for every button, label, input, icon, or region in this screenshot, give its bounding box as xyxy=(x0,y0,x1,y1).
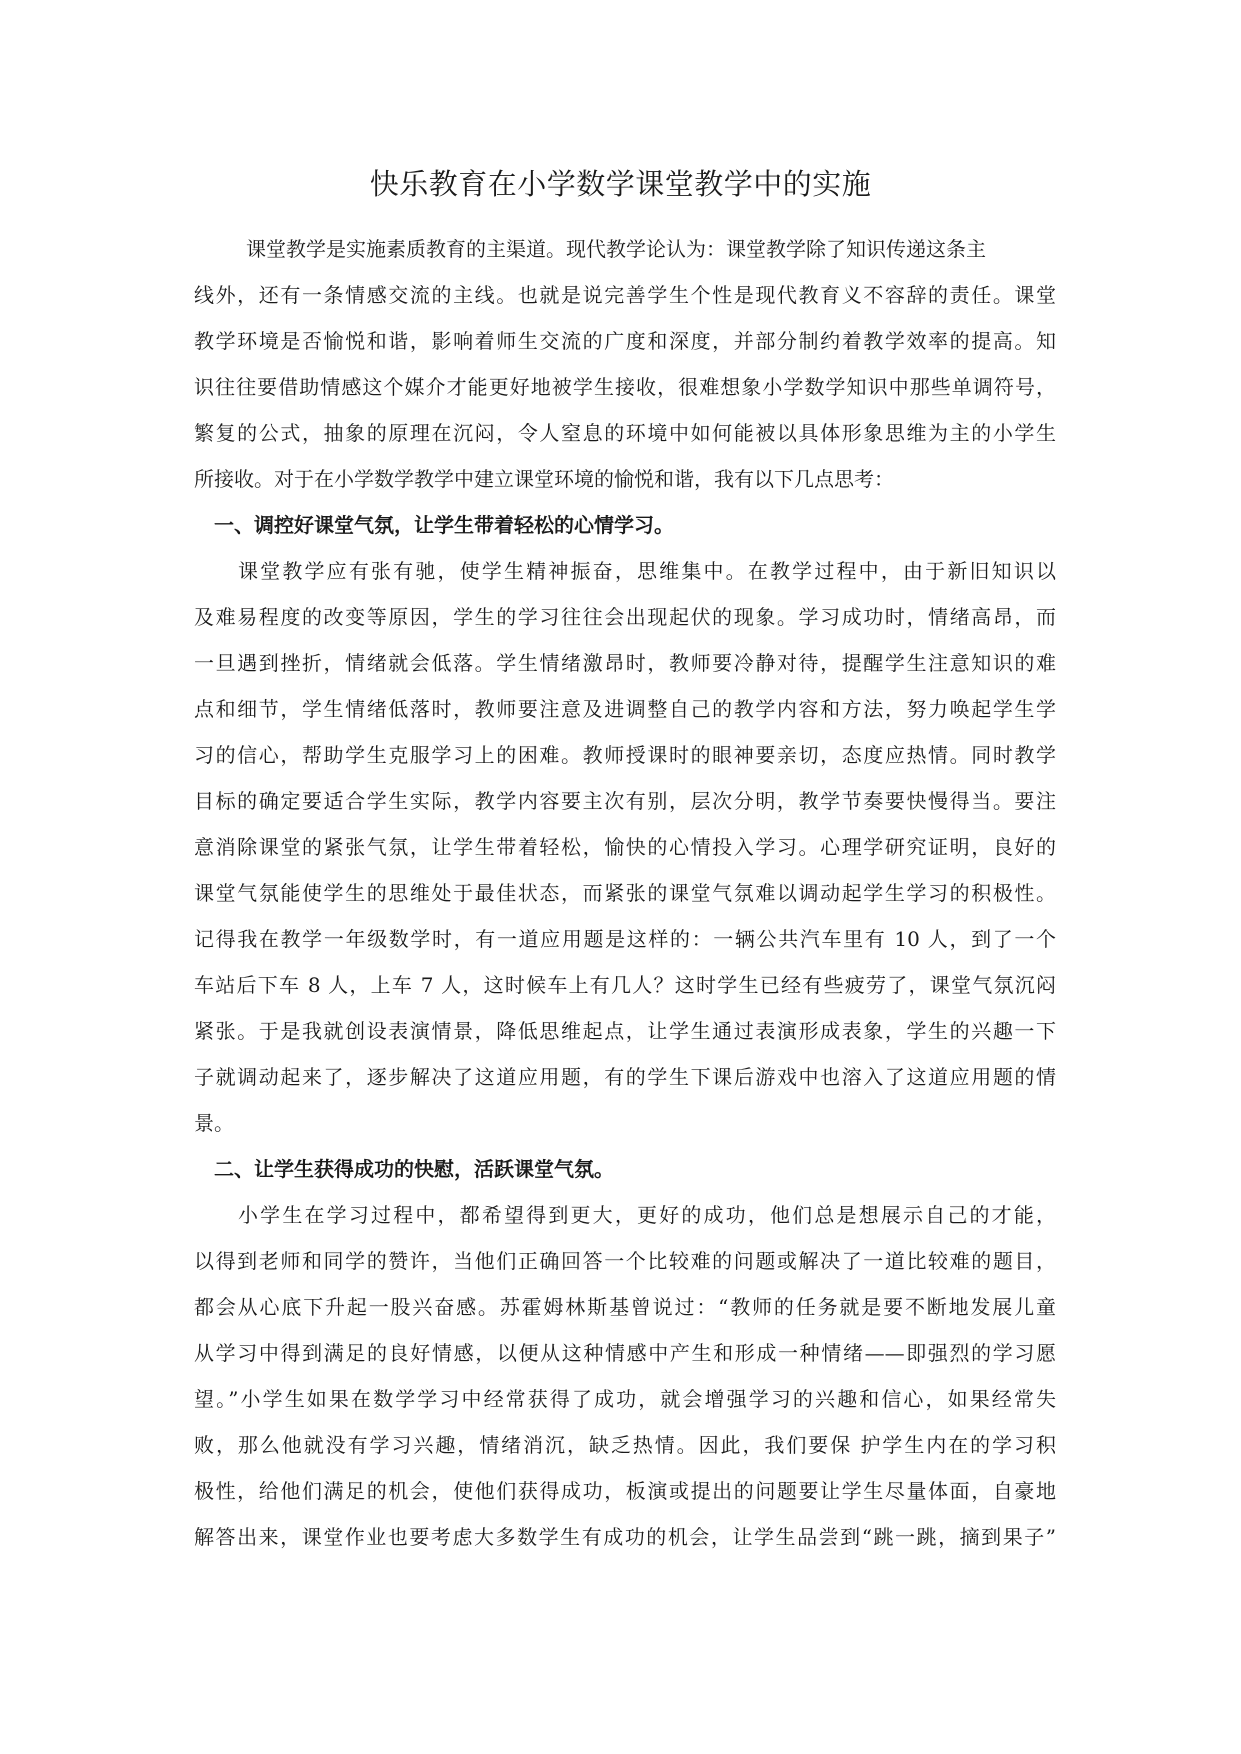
text-line: 败，那么他就没有学习兴趣，情绪消沉，缺乏热情。因此，我们要保 护学生内在的学习积 xyxy=(194,1433,1056,1457)
text-line: 目标的确定要适合学生实际，教学内容要主次有别，层次分明，教学节奏要快慢得当。要注 xyxy=(194,789,1056,813)
text-line: 线外，还有一条情感交流的主线。也就是说完善学生个性是现代教育义不容辞的责任。课堂 xyxy=(194,283,1056,307)
text-line: 繁复的公式，抽象的原理在沉闷，令人窒息的环境中如何能被以具体形象思维为主的小学生 xyxy=(194,421,1056,445)
text-line: 及难易程度的改变等原因，学生的学习往往会出现起伏的现象。学习成功时，情绪高昂，而 xyxy=(194,605,1056,629)
text-line: 课堂气氛能使学生的思维处于最佳状态，而紧张的课堂气氛难以调动起学生学习的积极性。 xyxy=(194,881,1056,905)
text-line: 课堂教学是实施素质教育的主渠道。现代教学论认为：课堂教学除了知识传递这条主 xyxy=(246,237,986,261)
text-line: 从学习中得到满足的良好情感，以便从这种情感中产生和形成一种情绪——即强烈的学习愿 xyxy=(194,1341,1056,1365)
text-line: 子就调动起来了，逐步解决了这道应用题，有的学生下课后游戏中也溶入了这道应用题的情 xyxy=(194,1065,1056,1089)
text-line: 都会从心底下升起一股兴奋感。苏霍姆林斯基曾说过：“教师的任务就是要不断地发展儿童 xyxy=(194,1295,1056,1319)
text-line: 望。”小学生如果在数学学习中经常获得了成功，就会增强学习的兴趣和信心，如果经常失 xyxy=(194,1387,1056,1411)
intro-paragraph xyxy=(194,226,1056,1560)
text-line: 紧张。于是我就创设表演情景，降低思维起点，让学生通过表演形成表象，学生的兴趣一下 xyxy=(194,1019,1056,1043)
text-line: 小学生在学习过程中，都希望得到更大，更好的成功，他们总是想展示自己的才能， xyxy=(238,1203,1056,1227)
text-line: 教学环境是否愉悦和谐，影响着师生交流的广度和深度，并部分制约着教学效率的提高。知 xyxy=(194,329,1056,353)
text-line: 景。 xyxy=(194,1111,234,1135)
text-line: 以得到老师和同学的赞许，当他们正确回答一个比较难的问题或解决了一道比较难的题目， xyxy=(194,1249,1056,1273)
text-line: 识往往要借助情感这个媒介才能更好地被学生接收，很难想象小学数学知识中那些单调符号， xyxy=(194,375,1056,399)
section-heading-1: 一、调控好课堂气氛，让学生带着轻松的心情学习。 xyxy=(214,513,674,537)
text-line: 课堂教学应有张有驰，使学生精神振奋，思维集中。在教学过程中，由于新旧知识以 xyxy=(238,559,1056,583)
section-heading-2: 二、让学生获得成功的快慰，活跃课堂气氛。 xyxy=(214,1157,614,1181)
document-title: 快乐教育在小学数学课堂教学中的实施 xyxy=(369,167,872,201)
text-line: 一旦遇到挫折，情绪就会低落。学生情绪激昂时，教师要冷静对待，提醒学生注意知识的难 xyxy=(194,651,1056,675)
text-line: 记得我在教学一年级数学时，有一道应用题是这样的：一辆公共汽车里有 10 人，到了一个 xyxy=(194,927,1056,951)
text-line: 意消除课堂的紧张气氛，让学生带着轻松，愉快的心情投入学习。心理学研究证明，良好的 xyxy=(194,835,1056,859)
text-line: 点和细节，学生情绪低落时，教师要注意及进调整自己的教学内容和方法，努力唤起学生学 xyxy=(194,697,1056,721)
text-line: 所接收。对于在小学数学教学中建立课堂环境的愉悦和谐，我有以下几点思考： xyxy=(194,467,894,491)
text-line: 解答出来，课堂作业也要考虑大多数学生有成功的机会，让学生品尝到“跳一跳，摘到果子” xyxy=(194,1525,1056,1549)
text-line: 极性，给他们满足的机会，使他们获得成功，板演或提出的问题要让学生尽量体面，自豪地 xyxy=(194,1479,1056,1503)
text-line: 习的信心，帮助学生克服学习上的困难。教师授课时的眼神要亲切，态度应热情。同时教学 xyxy=(194,743,1056,767)
text-line: 车站后下车 8 人，上车 7 人，这时候车上有几人？这时学生已经有些疲劳了，课堂气氛沉闷 xyxy=(194,973,1056,997)
